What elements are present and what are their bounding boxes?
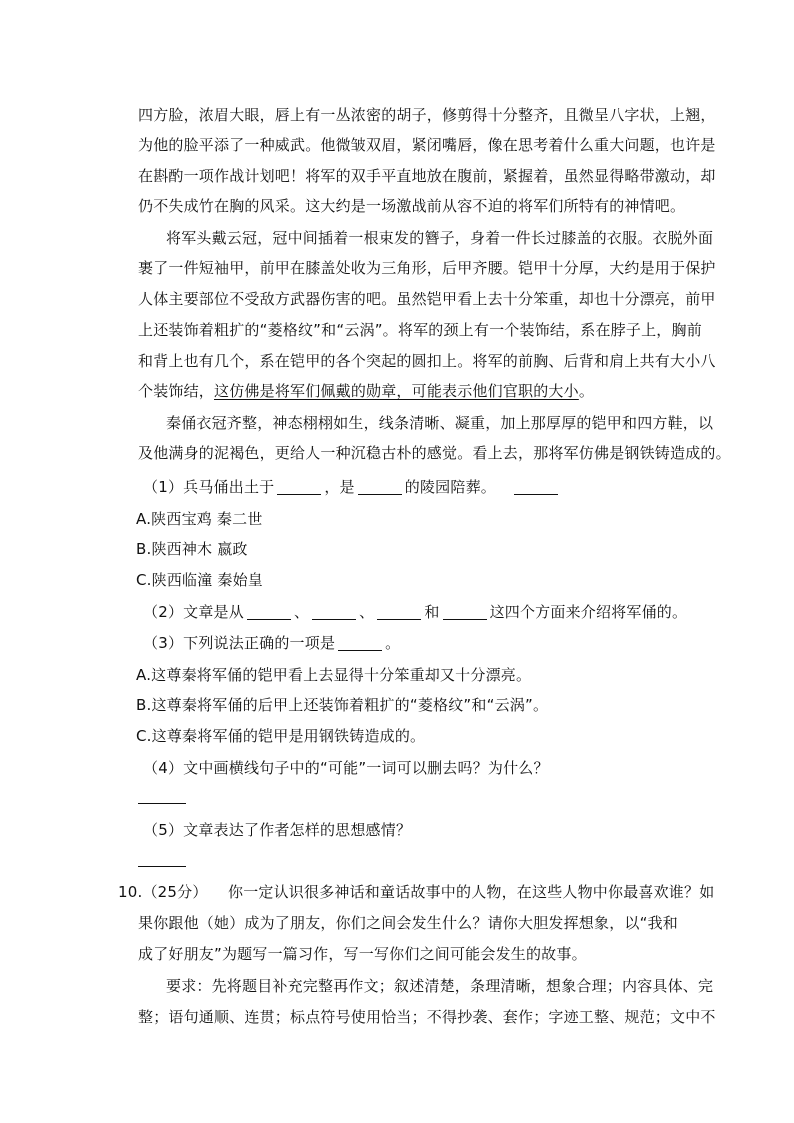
option-b[interactable]: B.陕西神木 嬴政 [136, 540, 248, 558]
answer-blank[interactable] [514, 480, 558, 495]
question-text: 的陵园陪葬。 [404, 478, 496, 496]
question-text: （2）文章是从 [143, 603, 244, 621]
essay-requirement-line: 要求：先将题目补充完整再作文；叙述清楚，条理清晰，想象合理；内容具体、完 [166, 977, 714, 995]
question-1 [143, 477, 683, 497]
question-3 [143, 633, 683, 653]
essay-requirement-line: 整；语句通顺、连贯；标点符号使用恰当；不得抄袭、套作；字迹工整、规范；文中不 [138, 1008, 716, 1026]
option-a[interactable]: A.这尊秦将军俑的铠甲看上去显得十分笨重却又十分漂亮。 [136, 666, 532, 684]
question-text: ，是 [324, 478, 355, 496]
question-text: （3）下列说法正确的一项是 [143, 634, 336, 652]
answer-line[interactable] [138, 803, 186, 804]
paragraph-text: 。 [578, 382, 595, 400]
paragraph-line: 和背上也有几个，系在铠甲的各个突起的圆扣上。将军的前胸、后背和肩上共有大小八 [138, 352, 716, 370]
question-text: 和 [424, 603, 440, 621]
option-b[interactable]: B.这尊秦将军俑的后甲上还装饰着粗扩的“菱格纹”和“云涡”。 [136, 696, 549, 714]
paragraph-line: 为他的脸平添了一种威武。他微皱双眉，紧闭嘴唇，像在思考着什么重大问题，也许是 [138, 136, 716, 154]
paragraph-line: 仍不失成竹在胸的风采。这大约是一场激战前从容不迫的将军们所特有的神情吧。 [138, 197, 686, 215]
question-number: 10.（25分） [118, 883, 208, 901]
paragraph-line: 在斟酌一项作战计划吧！将军的双手平直地放在腹前，紧握着，虽然显得略带激动，却 [138, 167, 716, 185]
paragraph-text: 个装饰结， [138, 382, 215, 400]
paragraph-line: 将军头戴云冠，冠中间插着一根束发的簪子，身着一件长过膝盖的衣服。衣脱外面 [166, 229, 714, 247]
paragraph-line: 四方脸，浓眉大眼，唇上有一丛浓密的胡子，修剪得十分整齐，且微呈八字状，上翘， [138, 106, 716, 124]
answer-blank[interactable] [312, 605, 356, 620]
option-c[interactable]: C.陕西临潼 秦始皇 [136, 571, 264, 589]
question-5: （5）文章表达了作者怎样的思想感情？ [143, 821, 412, 839]
option-a[interactable]: A.陕西宝鸡 秦二世 [136, 510, 263, 528]
question-2 [143, 602, 688, 622]
paragraph-line: 及他满身的泥褐色，更给人一种沉稳古朴的感觉。看上去，那将军仿佛是钢铁铸造成的。 [138, 444, 731, 462]
essay-prompt-line: 成了好朋友”为题写一篇习作，写一写你们之间可能会发生的故事。 [138, 945, 587, 963]
answer-blank[interactable] [377, 605, 421, 620]
paragraph-line: 上还装饰着粗扩的“菱格纹”和“云涡”。将军的颈上有一个装饰结，系在脖子上，胸前 [138, 321, 702, 339]
question-4: （4）文中画横线句子中的“可能”一词可以删去吗？为什么？ [143, 759, 549, 777]
answer-blank[interactable] [247, 605, 291, 620]
question-text: （1）兵马俑出土于 [143, 478, 275, 496]
question-text: 。 [385, 634, 401, 652]
underlined-sentence: 这仿佛是将军们佩戴的勋章，可能表示他们官职的大小 [214, 382, 579, 400]
question-text: 这四个方面来介绍将军俑的。 [489, 603, 688, 621]
paragraph-line: 裹了一件短袖甲，前甲在膝盖处收为三角形，后甲齐腰。铠甲十分厚，大约是用于保护 [138, 259, 716, 277]
answer-blank[interactable] [338, 636, 382, 651]
question-text: 、 [293, 603, 310, 621]
paragraph-line: 秦俑衣冠齐整，神态栩栩如生，线条清晰、凝重，加上那厚厚的铠甲和四方鞋，以 [166, 414, 714, 432]
option-c[interactable]: C.这尊秦将军俑的铠甲是用钢铁铸造成的。 [136, 727, 426, 745]
essay-prompt-line: 你一定认识很多神话和童话故事中的人物，在这些人物中你最喜欢谁？如 [228, 883, 715, 901]
answer-line[interactable] [138, 866, 186, 867]
answer-blank[interactable] [358, 480, 402, 495]
paragraph-line [138, 381, 678, 401]
question-text: 、 [359, 603, 375, 621]
essay-prompt-line: 果你跟他（她）成为了朋友，你们之间会发生什么？请你大胆发挥想象，以“我和 [138, 914, 678, 932]
answer-blank[interactable] [443, 605, 487, 620]
answer-blank[interactable] [277, 480, 321, 495]
paragraph-line: 人体主要部位不受敌方武器伤害的吧。虽然铠甲看上去十分笨重，却也十分漂亮，前甲 [138, 290, 716, 308]
